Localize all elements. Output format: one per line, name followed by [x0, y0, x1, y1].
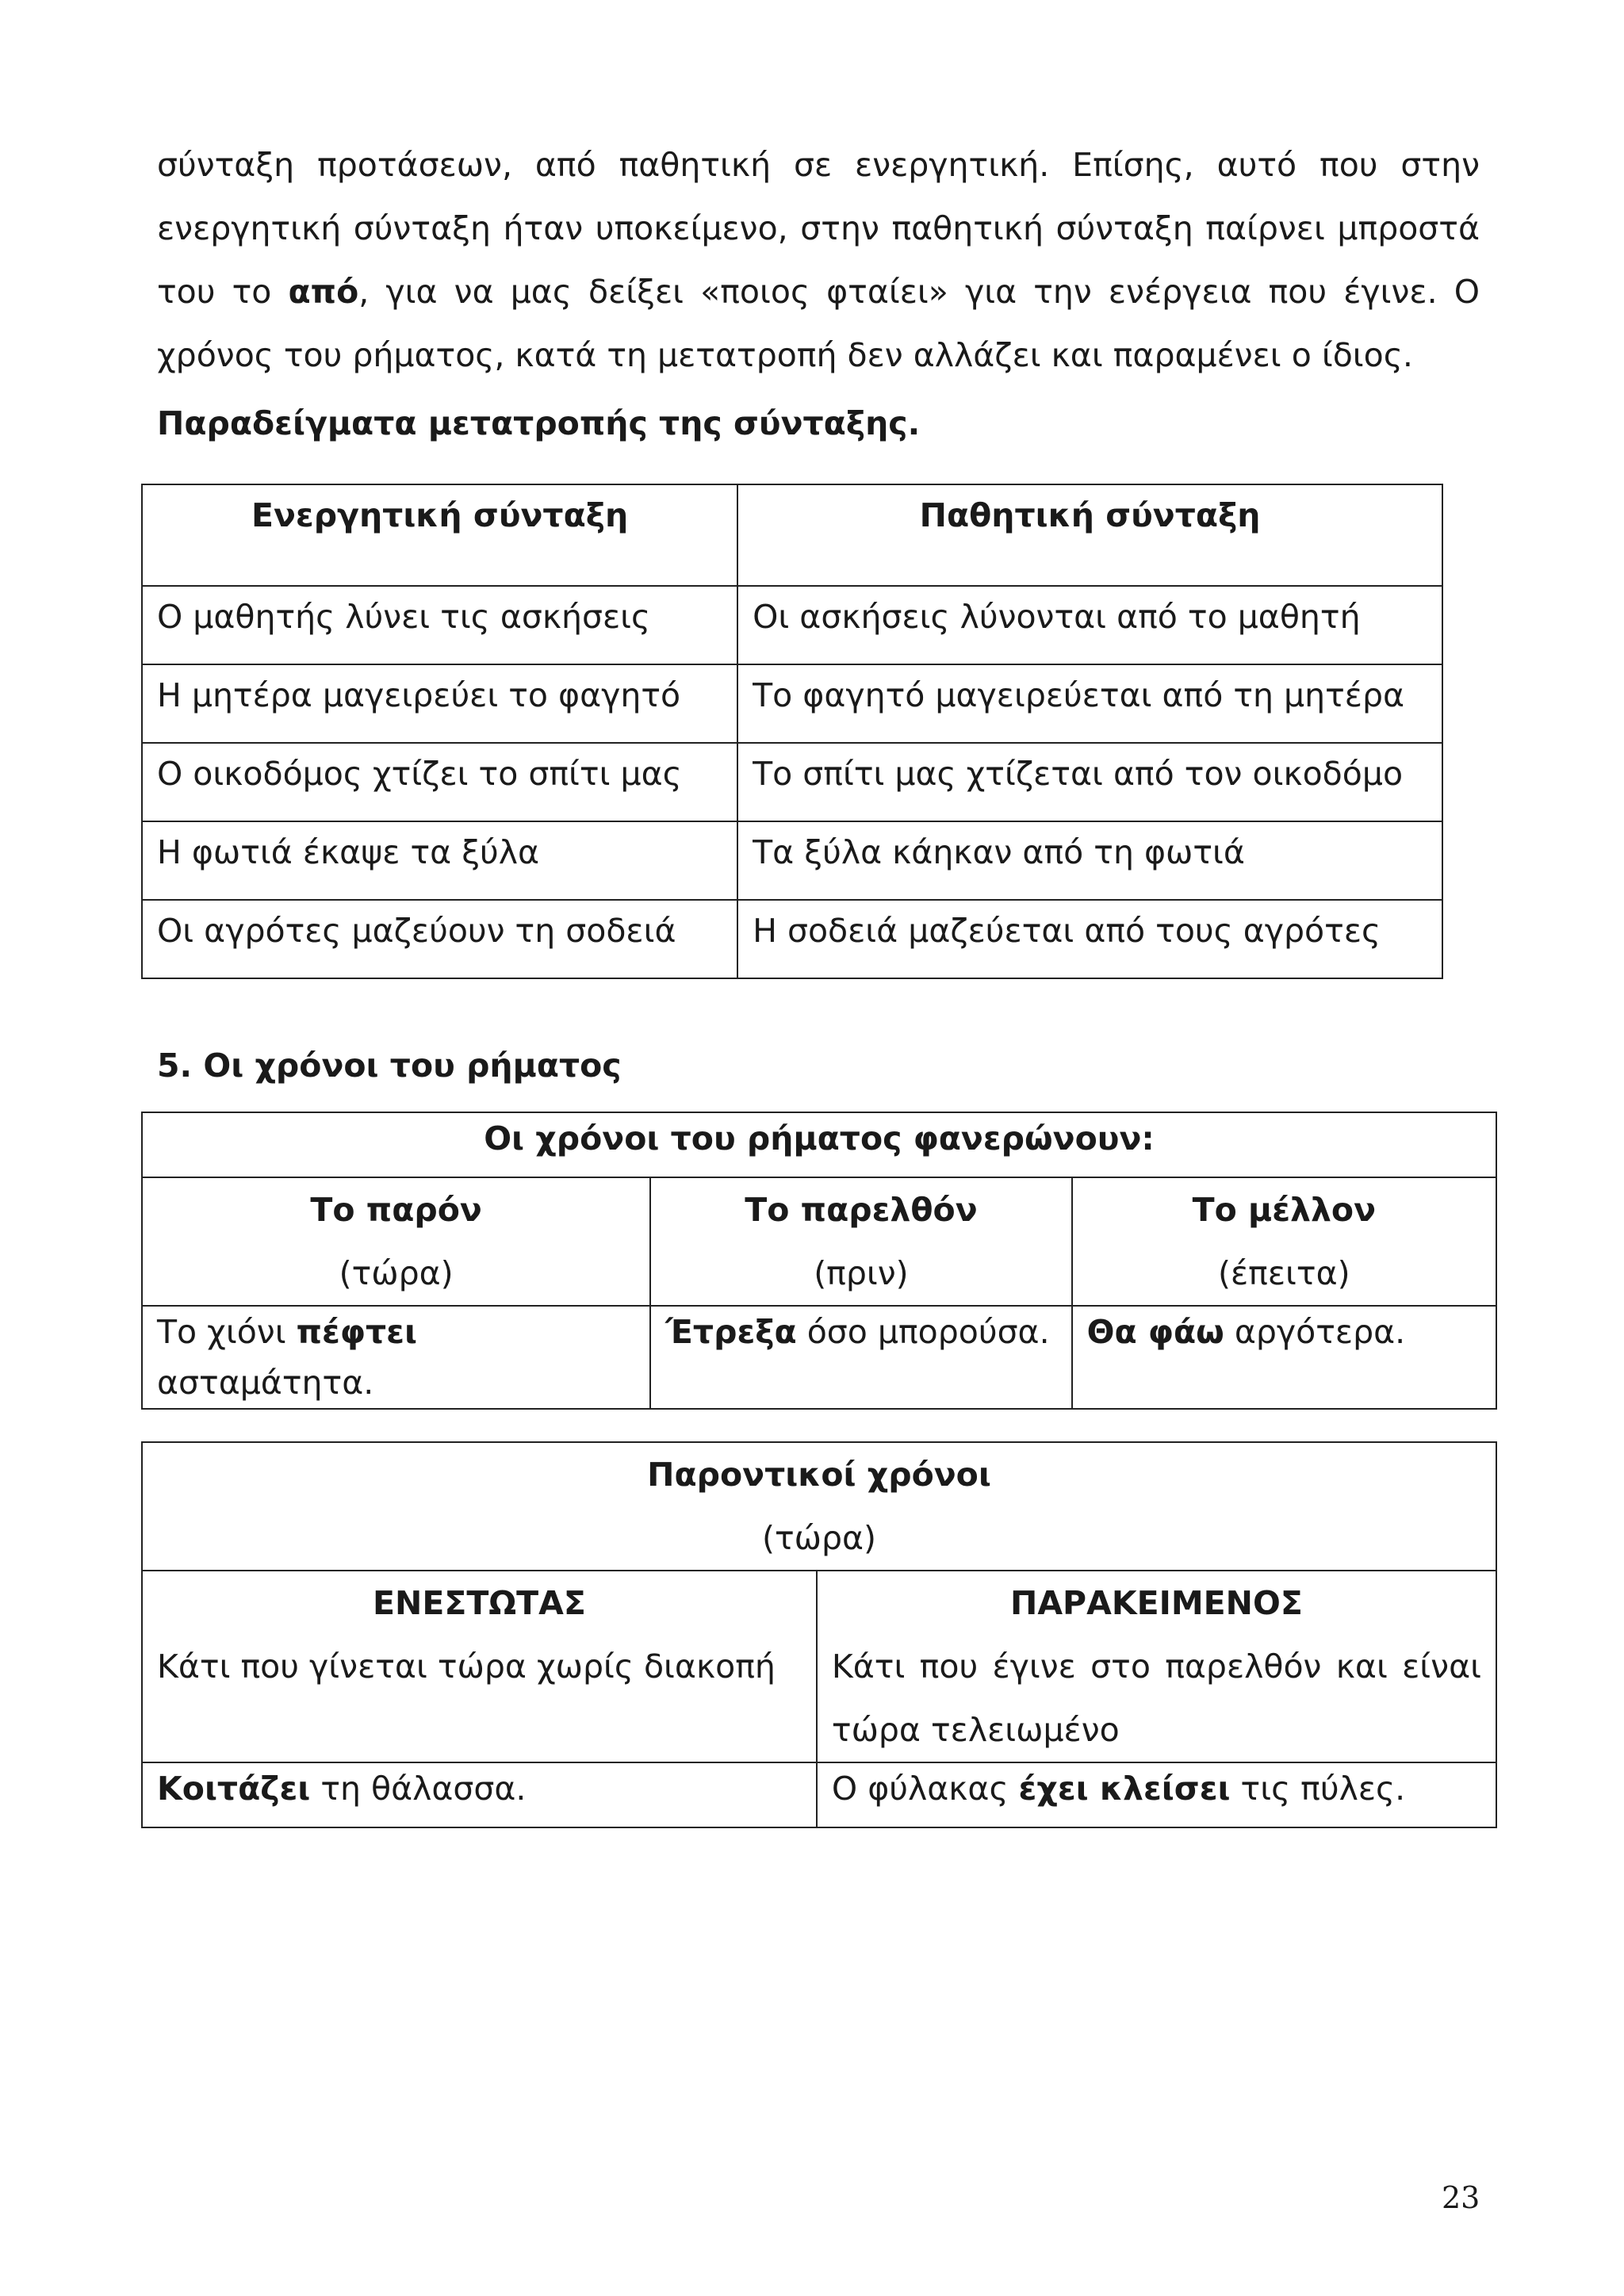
voice-table-header	[142, 484, 1442, 586]
present-title-row	[142, 1442, 1496, 1571]
intro-text-1: σύνταξη προτάσεων, από παθητική σε ενεργητική. Επίσης, αυτό που στην ενεργητική σύνταξη ήταν υποκείμενο, στην παθητική σύνταξη παίρνει μπροστά του το	[157, 146, 1480, 311]
tense-past-example	[650, 1306, 1071, 1409]
passive-cell: Οι ασκήσεις λύνονται από το μαθητή	[737, 586, 1442, 664]
present-subtitle: (τώρα)	[761, 1519, 877, 1557]
table-row	[142, 664, 1442, 743]
voice-header-passive: Παθητική σύνταξη	[737, 484, 1442, 586]
intro-paragraph	[157, 133, 1480, 387]
table-row	[142, 821, 1442, 900]
intro-text-2: , για να μας δείξει «ποιος φταίει» για την ενέργεια που έγινε. Ο χρόνος του ρήματος, κατά τη μετατροπή δεν αλλάζει και παραμένει ο ίδιος.	[157, 273, 1480, 374]
table-row	[142, 586, 1442, 664]
passive-cell: Το φαγητό μαγειρεύεται από τη μητέρα	[737, 664, 1442, 743]
present-desc-row	[142, 1571, 1496, 1762]
parakeimenos-name: ΠΑΡΑΚΕΙΜΕΝΟΣ	[1010, 1584, 1303, 1622]
parakeimenos-desc: Κάτι που έγινε στο παρελθόν και είναι τώρα τελειωμένο	[831, 1647, 1481, 1749]
tense-future-example	[1072, 1306, 1496, 1409]
tense-past-name: Το παρελθόν	[745, 1191, 978, 1229]
present-examples-row	[142, 1762, 1496, 1827]
example-verb: Κοιτάζει	[157, 1770, 311, 1808]
tense-future-sub: (έπειτα)	[1218, 1254, 1350, 1292]
active-cell: Ο μαθητής λύνει τις ασκήσεις	[142, 586, 737, 664]
example-text: ασταμάτητα.	[157, 1364, 374, 1402]
passive-cell: Η σοδειά μαζεύεται από τους αγρότες	[737, 900, 1442, 978]
passive-cell: Το σπίτι μας χτίζεται από τον οικοδόμο	[737, 743, 1442, 821]
intro-bold-word: από	[288, 273, 359, 311]
active-cell: Η φωτιά έκαψε τα ξύλα	[142, 821, 737, 900]
active-cell: Οι αγρότες μαζεύουν τη σοδειά	[142, 900, 737, 978]
enestotas-example	[142, 1762, 817, 1827]
examples-heading: Παραδείγματα μετατροπής της σύνταξης.	[157, 404, 921, 442]
tenses-examples-row	[142, 1306, 1496, 1409]
enestotas-desc: Κάτι που γίνεται τώρα χωρίς διακοπή	[157, 1647, 776, 1686]
page-number: 23	[1442, 2180, 1480, 2215]
active-cell: Η μητέρα μαγειρεύει το φαγητό	[142, 664, 737, 743]
table-row	[142, 743, 1442, 821]
tenses-names-row	[142, 1177, 1496, 1306]
table-row	[142, 900, 1442, 978]
tense-present-name: Το παρόν	[310, 1191, 482, 1229]
tenses-title: Οι χρόνοι του ρήματος φανερώνουν:	[142, 1112, 1496, 1177]
tenses-title-row	[142, 1112, 1496, 1177]
example-text: Ο φύλακας	[831, 1770, 1019, 1808]
tense-past-cell	[650, 1177, 1071, 1306]
example-verb: Θα φάω	[1086, 1313, 1224, 1351]
example-text: αργότερα.	[1224, 1313, 1406, 1351]
passive-cell: Τα ξύλα κάηκαν από τη φωτιά	[737, 821, 1442, 900]
example-text: όσο μπορούσα.	[796, 1313, 1050, 1351]
enestotas-name: ΕΝΕΣΤΩΤΑΣ	[373, 1584, 586, 1622]
tense-present-cell	[142, 1177, 650, 1306]
tense-future-cell	[1072, 1177, 1496, 1306]
example-text: Το χιόνι	[157, 1313, 297, 1351]
present-title: Παροντικοί χρόνοι	[647, 1456, 991, 1494]
enestotas-cell	[142, 1571, 817, 1762]
example-verb: Έτρεξα	[665, 1313, 797, 1351]
voice-header-active: Ενεργητική σύνταξη	[142, 484, 737, 586]
parakeimenos-cell	[817, 1571, 1496, 1762]
tense-future-name: Το μέλλον	[1192, 1191, 1376, 1229]
present-title-cell	[142, 1442, 1496, 1571]
tense-past-sub: (πριν)	[814, 1254, 909, 1292]
section5-heading: 5. Οι χρόνοι του ρήματος	[157, 1047, 622, 1085]
tense-present-sub: (τώρα)	[339, 1254, 454, 1292]
example-verb: πέφτει	[296, 1313, 417, 1351]
tenses-table	[141, 1112, 1497, 1410]
voice-table	[141, 484, 1443, 979]
example-text: τις πύλες.	[1230, 1770, 1406, 1808]
example-verb: έχει κλείσει	[1018, 1770, 1231, 1808]
parakeimenos-example	[817, 1762, 1496, 1827]
example-text: τη θάλασσα.	[310, 1770, 527, 1808]
active-cell: Ο οικοδόμος χτίζει το σπίτι μας	[142, 743, 737, 821]
present-tenses-table	[141, 1441, 1497, 1828]
tense-present-example	[142, 1306, 650, 1409]
